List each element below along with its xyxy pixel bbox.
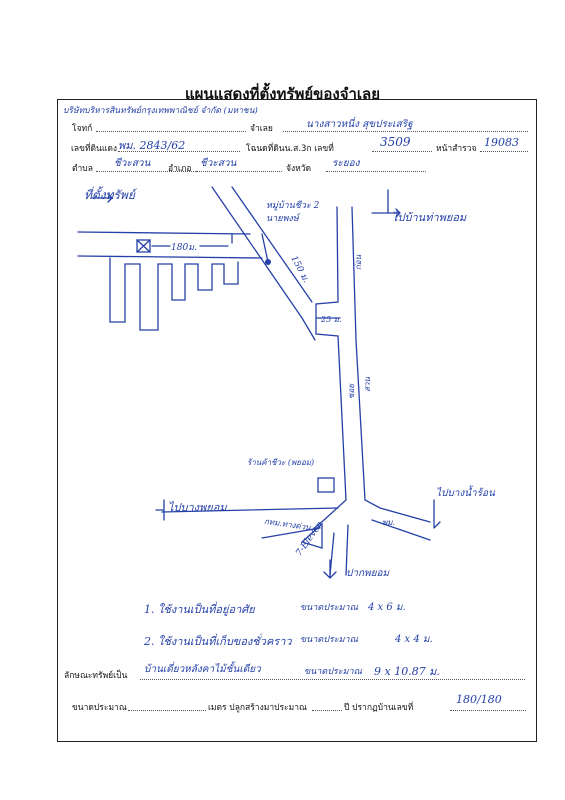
deed-label: เลขที่ดินแดง: [71, 144, 118, 154]
defendant-label: จำเลย: [250, 124, 273, 134]
subdistrict-label: ตำบล: [72, 164, 93, 174]
unit-label: เมตร ปลูกสร้างมาประมาณ: [208, 703, 307, 713]
note-2-size-label: ขนาดประมาณ: [300, 635, 358, 645]
junction-right-label: พม.: [382, 518, 396, 527]
soi-bottom-edge: [78, 256, 262, 258]
property-size-value: 9 x 10.87 ม.: [374, 665, 440, 678]
to-left-label: ไปบางพยอม: [168, 501, 227, 514]
property-type-value: บ้านเดี่ยวหลังคาไม้ชั้นเดียว: [144, 664, 261, 675]
village-label: หมู่บ้านชีวะ 2 นายพงษ์: [266, 201, 320, 224]
land-label: โฉนดที่ดินน.ส.3ก เลขที่: [246, 144, 334, 154]
property-marker-cross: [137, 240, 150, 252]
property-label: ที่ตั้งทรัพย์: [84, 188, 135, 202]
to-bottom-label: ปากพยอม: [346, 568, 390, 579]
house-plots: [110, 258, 238, 330]
province-value: ระยอง: [332, 158, 360, 169]
years-label: ปี ปรากฏบ้านเลขที่: [344, 703, 414, 713]
survey-label: หน้าสำรวจ: [436, 144, 477, 154]
property-type-line: [140, 679, 525, 680]
years-line: [312, 710, 342, 711]
left-arrow: [156, 500, 164, 520]
dist-25-label: 25 ม.: [321, 315, 342, 324]
page-title: แผนแสดงที่ตั้งทรัพย์ของจำเลย: [184, 85, 381, 103]
note-1-size-label: ขนาดประมาณ: [300, 603, 358, 613]
district-label: อำเภอ: [168, 164, 192, 174]
soi-top-edge: [78, 232, 250, 234]
plaintiff-value: บริษัทบริหารสินทรัพย์กรุงเทพพาณิชย์ จำกัด (มหาชน): [63, 106, 258, 116]
note-2-size: 4 x 4 ม.: [395, 634, 433, 645]
road-mid-a-label: ซอย: [346, 384, 356, 399]
district-value: ชีวะสวน: [200, 158, 237, 169]
house-no-line: [450, 710, 526, 711]
to-right-label: ไปบางน้ำร้อน: [436, 488, 495, 499]
village-dot: [265, 259, 271, 265]
note-2-label: 2. ใช้งานเป็นที่เก็บของชั่วคราว: [144, 635, 292, 648]
to-top-label: ไปบ้านท่าพยอม: [392, 211, 467, 224]
province-label: จังหวัด: [286, 164, 312, 174]
note-1-label: 1. ใช้งานเป็นที่อยู่อาศัย: [144, 603, 255, 616]
dist-180-label: 180ม.: [171, 243, 197, 253]
shop-box: [318, 478, 334, 492]
land-value: 3509: [380, 135, 411, 149]
road-km-label: ก่อน: [354, 254, 364, 271]
size-line: [128, 710, 206, 711]
house-no-value: 180/180: [456, 693, 502, 706]
defendant-value: นางสาวหนี่ง สุขประเสริฐ: [306, 119, 413, 130]
property-size-label: ขนาดประมาณ: [304, 667, 362, 677]
shop-label: ร้านค้าชีวะ (พยอม): [247, 458, 315, 467]
property-type-label: ลักษณะทรัพย์เป็น: [64, 671, 128, 681]
right-arrow: [434, 500, 440, 528]
road-mid-b-label: สวน: [362, 377, 372, 392]
note-1-size: 4 x 6 ม.: [368, 602, 406, 613]
deed-value: พม. 2843/62: [118, 139, 186, 152]
junction-left-label: กทม.ทางด่วน: [263, 516, 312, 533]
size-label: ขนาดประมาณ: [72, 703, 127, 713]
road-150-label: 150 ม.: [288, 254, 311, 285]
main-road-left: [312, 207, 346, 530]
survey-value: 19083: [484, 136, 519, 149]
subdistrict-value: ชีวะสวน: [114, 158, 151, 169]
plaintiff-label: โจทก์: [72, 124, 93, 134]
seven-eleven-label: 7-Eleven: [294, 519, 326, 559]
bottom-arrow: [324, 560, 336, 578]
right-branch-bottom: [372, 520, 430, 540]
